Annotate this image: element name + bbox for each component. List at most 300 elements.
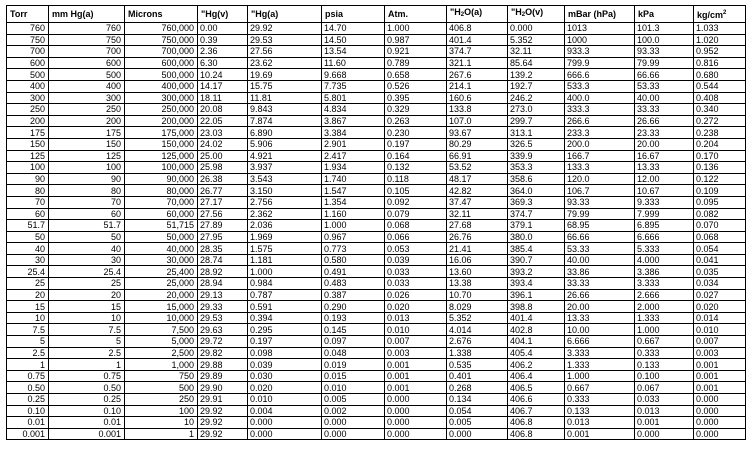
cell-torr: 500 (7, 69, 49, 81)
table-row (7, 405, 746, 417)
cell-microns: 750,000 (125, 34, 198, 46)
cell-kpa: 10.67 (635, 185, 694, 197)
cell-in-h2o-vac: 385.4 (508, 243, 565, 255)
cell-kpa: 23.33 (635, 127, 694, 139)
cell-mm-hg-abs: 30 (49, 254, 125, 266)
cell-psia: 1.934 (322, 162, 385, 174)
cell-psia: 11.60 (322, 57, 385, 69)
cell-torr: 750 (7, 34, 49, 46)
cell-in-h2o-abs: 8.029 (447, 301, 508, 313)
table-body (7, 23, 746, 440)
cell-mbar-hpa: 0.001 (565, 428, 635, 440)
cell-in-h2o-abs: 37.47 (447, 196, 508, 208)
cell-mm-hg-abs: 300 (49, 92, 125, 104)
cell-kg-cm2: 0.122 (694, 173, 746, 185)
cell-mbar-hpa: 79.99 (565, 208, 635, 220)
cell-in-h2o-vac: 390.7 (508, 254, 565, 266)
cell-psia: 0.005 (322, 394, 385, 406)
table-row (7, 173, 746, 185)
cell-in-h2o-vac: 326.5 (508, 138, 565, 150)
cell-kg-cm2: 0.082 (694, 208, 746, 220)
cell-in-h2o-abs: 0.000 (447, 428, 508, 440)
table-row (7, 46, 746, 58)
cell-in-hg-abs: 15.75 (248, 80, 322, 92)
cell-torr: 0.01 (7, 417, 49, 429)
cell-in-hg-abs: 27.56 (248, 46, 322, 58)
cell-in-h2o-vac: 364.0 (508, 185, 565, 197)
table-row (7, 382, 746, 394)
cell-mm-hg-abs: 750 (49, 34, 125, 46)
cell-mm-hg-abs: 100 (49, 162, 125, 174)
table-row (7, 394, 746, 406)
cell-microns: 500 (125, 382, 198, 394)
cell-in-hg-abs: 9.843 (248, 104, 322, 116)
cell-kpa: 0.333 (635, 347, 694, 359)
cell-microns: 2,500 (125, 347, 198, 359)
header-text: Torr (10, 8, 28, 19)
cell-in-hg-vac: 29.13 (198, 289, 248, 301)
cell-kpa: 0.013 (635, 405, 694, 417)
cell-kpa: 0.100 (635, 370, 694, 382)
header-text-suffix: O(a) (464, 7, 483, 17)
cell-mbar-hpa: 1013 (565, 23, 635, 35)
cell-microns: 25,400 (125, 266, 198, 278)
cell-kg-cm2: 0.109 (694, 185, 746, 197)
cell-in-hg-abs: 0.591 (248, 301, 322, 313)
cell-in-h2o-vac: 406.7 (508, 405, 565, 417)
cell-atm: 0.020 (385, 301, 447, 313)
cell-torr: 400 (7, 80, 49, 92)
cell-kpa: 53.33 (635, 80, 694, 92)
cell-in-hg-vac: 26.77 (198, 185, 248, 197)
cell-psia: 0.387 (322, 289, 385, 301)
cell-in-h2o-abs: 5.352 (447, 312, 508, 324)
table-row (7, 336, 746, 348)
table-row (7, 359, 746, 371)
cell-in-hg-abs: 0.197 (248, 336, 322, 348)
header-in-hg-vac (198, 6, 248, 23)
cell-torr: 25 (7, 278, 49, 290)
header-text: psia (325, 8, 344, 19)
cell-atm: 0.230 (385, 127, 447, 139)
cell-in-hg-vac: 27.56 (198, 208, 248, 220)
cell-in-h2o-vac: 406.8 (508, 428, 565, 440)
cell-mm-hg-abs: 5 (49, 336, 125, 348)
cell-in-hg-abs: 3.543 (248, 173, 322, 185)
cell-microns: 1,000 (125, 359, 198, 371)
cell-in-hg-vac: 28.92 (198, 266, 248, 278)
cell-in-h2o-vac: 5.352 (508, 34, 565, 46)
cell-psia: 1.000 (322, 220, 385, 232)
cell-kpa: 33.33 (635, 104, 694, 116)
cell-microns: 600,000 (125, 57, 198, 69)
cell-microns: 175,000 (125, 127, 198, 139)
cell-atm: 0.329 (385, 104, 447, 116)
cell-kpa: 12.00 (635, 173, 694, 185)
cell-psia: 0.048 (322, 347, 385, 359)
cell-kg-cm2: 0.170 (694, 150, 746, 162)
cell-in-h2o-abs: 80.29 (447, 138, 508, 150)
cell-kg-cm2: 0.544 (694, 80, 746, 92)
cell-mm-hg-abs: 10 (49, 312, 125, 324)
cell-kg-cm2: 0.041 (694, 254, 746, 266)
header-text: kPa (638, 8, 655, 19)
cell-in-hg-abs: 29.53 (248, 34, 322, 46)
cell-torr: 90 (7, 173, 49, 185)
cell-torr: 175 (7, 127, 49, 139)
cell-psia: 2.417 (322, 150, 385, 162)
cell-in-hg-vac: 10.24 (198, 69, 248, 81)
table-row (7, 243, 746, 255)
header-text: "Hg(a) (251, 8, 279, 19)
table-row (7, 278, 746, 290)
cell-in-h2o-vac: 393.4 (508, 278, 565, 290)
cell-kpa: 0.667 (635, 336, 694, 348)
cell-microns: 30,000 (125, 254, 198, 266)
cell-psia: 14.70 (322, 23, 385, 35)
cell-in-hg-abs: 11.81 (248, 92, 322, 104)
cell-in-h2o-abs: 107.0 (447, 115, 508, 127)
cell-in-h2o-vac: 393.2 (508, 266, 565, 278)
cell-torr: 600 (7, 57, 49, 69)
cell-mbar-hpa: 233.3 (565, 127, 635, 139)
cell-microns: 125,000 (125, 150, 198, 162)
header-text: Microns (128, 8, 163, 19)
cell-kpa: 101.3 (635, 23, 694, 35)
cell-kpa: 3.333 (635, 278, 694, 290)
cell-in-hg-vac: 18.11 (198, 92, 248, 104)
cell-psia: 0.483 (322, 278, 385, 290)
cell-torr: 20 (7, 289, 49, 301)
cell-in-hg-abs: 4.921 (248, 150, 322, 162)
cell-in-h2o-vac: 273.0 (508, 104, 565, 116)
cell-microns: 70,000 (125, 196, 198, 208)
cell-kpa: 13.33 (635, 162, 694, 174)
cell-in-h2o-abs: 321.1 (447, 57, 508, 69)
cell-in-hg-vac: 0.00 (198, 23, 248, 35)
cell-mm-hg-abs: 0.50 (49, 382, 125, 394)
cell-mbar-hpa: 106.7 (565, 185, 635, 197)
cell-psia: 0.000 (322, 428, 385, 440)
table-row (7, 69, 746, 81)
cell-in-h2o-abs: 133.8 (447, 104, 508, 116)
cell-in-hg-vac: 28.74 (198, 254, 248, 266)
cell-kpa: 1.333 (635, 312, 694, 324)
cell-microns: 750 (125, 370, 198, 382)
cell-microns: 500,000 (125, 69, 198, 81)
cell-psia: 13.54 (322, 46, 385, 58)
cell-mm-hg-abs: 200 (49, 115, 125, 127)
cell-torr: 15 (7, 301, 49, 313)
cell-microns: 25,000 (125, 278, 198, 290)
cell-kg-cm2: 0.010 (694, 324, 746, 336)
cell-torr: 30 (7, 254, 49, 266)
cell-in-hg-vac: 28.94 (198, 278, 248, 290)
cell-mm-hg-abs: 400 (49, 80, 125, 92)
cell-kg-cm2: 0.095 (694, 196, 746, 208)
cell-in-hg-abs: 0.394 (248, 312, 322, 324)
cell-atm: 0.013 (385, 312, 447, 324)
cell-kpa: 26.66 (635, 115, 694, 127)
cell-psia: 7.735 (322, 80, 385, 92)
table-row (7, 312, 746, 324)
cell-in-hg-vac: 29.33 (198, 301, 248, 313)
cell-in-hg-vac: 25.00 (198, 150, 248, 162)
cell-torr: 51.7 (7, 220, 49, 232)
cell-microns: 60,000 (125, 208, 198, 220)
cell-in-h2o-abs: 0.005 (447, 417, 508, 429)
table-row (7, 104, 746, 116)
cell-mbar-hpa: 10.00 (565, 324, 635, 336)
table-row (7, 417, 746, 429)
cell-torr: 0.50 (7, 382, 49, 394)
cell-in-hg-abs: 0.030 (248, 370, 322, 382)
cell-mbar-hpa: 0.133 (565, 405, 635, 417)
cell-in-h2o-abs: 13.38 (447, 278, 508, 290)
conversion-table-container (6, 5, 745, 440)
cell-torr: 50 (7, 231, 49, 243)
cell-mm-hg-abs: 40 (49, 243, 125, 255)
cell-torr: 150 (7, 138, 49, 150)
cell-microns: 80,000 (125, 185, 198, 197)
cell-kg-cm2: 0.034 (694, 278, 746, 290)
cell-torr: 200 (7, 115, 49, 127)
header-psia (322, 6, 385, 23)
cell-kpa: 0.001 (635, 417, 694, 429)
cell-in-hg-abs: 2.362 (248, 208, 322, 220)
cell-in-h2o-vac: 406.5 (508, 382, 565, 394)
cell-kpa: 4.000 (635, 254, 694, 266)
cell-atm: 0.658 (385, 69, 447, 81)
cell-atm: 0.789 (385, 57, 447, 69)
cell-in-hg-vac: 29.53 (198, 312, 248, 324)
cell-in-h2o-abs: 32.11 (447, 208, 508, 220)
cell-microns: 100 (125, 405, 198, 417)
cell-atm: 0.001 (385, 370, 447, 382)
table-row (7, 150, 746, 162)
cell-in-h2o-vac: 398.8 (508, 301, 565, 313)
cell-in-h2o-vac: 139.2 (508, 69, 565, 81)
cell-mbar-hpa: 40.00 (565, 254, 635, 266)
cell-in-hg-vac: 27.17 (198, 196, 248, 208)
cell-microns: 10 (125, 417, 198, 429)
cell-torr: 40 (7, 243, 49, 255)
cell-in-h2o-abs: 13.60 (447, 266, 508, 278)
cell-mm-hg-abs: 25.4 (49, 266, 125, 278)
cell-in-hg-abs: 0.010 (248, 394, 322, 406)
cell-atm: 0.105 (385, 185, 447, 197)
cell-in-h2o-vac: 406.2 (508, 359, 565, 371)
cell-atm: 1.000 (385, 23, 447, 35)
cell-in-h2o-vac: 0.000 (508, 23, 565, 35)
cell-kg-cm2: 0.007 (694, 336, 746, 348)
cell-in-hg-abs: 0.039 (248, 359, 322, 371)
cell-kpa: 7.999 (635, 208, 694, 220)
cell-mm-hg-abs: 60 (49, 208, 125, 220)
cell-microns: 10,000 (125, 312, 198, 324)
header-text: mBar (hPa) (568, 8, 617, 19)
cell-mm-hg-abs: 0.10 (49, 405, 125, 417)
cell-in-h2o-abs: 374.7 (447, 46, 508, 58)
cell-in-h2o-abs: 267.6 (447, 69, 508, 81)
cell-in-h2o-vac: 299.7 (508, 115, 565, 127)
cell-psia: 3.384 (322, 127, 385, 139)
header-text: mm Hg(a) (52, 8, 94, 19)
cell-in-hg-vac: 22.05 (198, 115, 248, 127)
cell-in-hg-vac: 25.98 (198, 162, 248, 174)
cell-psia: 1.740 (322, 173, 385, 185)
cell-torr: 70 (7, 196, 49, 208)
cell-in-h2o-abs: 401.4 (447, 34, 508, 46)
cell-kg-cm2: 0.027 (694, 289, 746, 301)
cell-in-h2o-abs: 93.67 (447, 127, 508, 139)
cell-kpa: 0.133 (635, 359, 694, 371)
cell-atm: 0.000 (385, 405, 447, 417)
cell-kg-cm2: 0.952 (694, 46, 746, 58)
cell-in-hg-vac: 29.82 (198, 347, 248, 359)
cell-mm-hg-abs: 600 (49, 57, 125, 69)
cell-mm-hg-abs: 80 (49, 185, 125, 197)
cell-mm-hg-abs: 7.5 (49, 324, 125, 336)
cell-atm: 0.118 (385, 173, 447, 185)
cell-in-h2o-vac: 192.7 (508, 80, 565, 92)
cell-microns: 100,000 (125, 162, 198, 174)
cell-in-hg-abs: 0.004 (248, 405, 322, 417)
table-row (7, 289, 746, 301)
cell-microns: 300,000 (125, 92, 198, 104)
cell-psia: 5.801 (322, 92, 385, 104)
cell-in-hg-abs: 7.874 (248, 115, 322, 127)
cell-psia: 0.193 (322, 312, 385, 324)
cell-psia: 0.290 (322, 301, 385, 313)
table-row (7, 138, 746, 150)
cell-in-h2o-abs: 406.8 (447, 23, 508, 35)
cell-mm-hg-abs: 0.25 (49, 394, 125, 406)
cell-kpa: 0.000 (635, 428, 694, 440)
cell-psia: 0.967 (322, 231, 385, 243)
cell-mm-hg-abs: 2.5 (49, 347, 125, 359)
cell-in-hg-abs: 0.984 (248, 278, 322, 290)
cell-psia: 9.668 (322, 69, 385, 81)
table-row (7, 23, 746, 35)
cell-atm: 0.164 (385, 150, 447, 162)
cell-in-h2o-vac: 379.1 (508, 220, 565, 232)
cell-psia: 0.002 (322, 405, 385, 417)
cell-in-hg-abs: 2.036 (248, 220, 322, 232)
cell-torr: 700 (7, 46, 49, 58)
cell-in-h2o-abs: 4.014 (447, 324, 508, 336)
cell-microns: 40,000 (125, 243, 198, 255)
table-row (7, 301, 746, 313)
cell-in-h2o-abs: 27.68 (447, 220, 508, 232)
cell-microns: 400,000 (125, 80, 198, 92)
cell-kg-cm2: 0.000 (694, 405, 746, 417)
cell-kg-cm2: 0.001 (694, 370, 746, 382)
cell-kg-cm2: 0.035 (694, 266, 746, 278)
cell-in-hg-vac: 27.95 (198, 231, 248, 243)
cell-psia: 0.010 (322, 382, 385, 394)
table-row (7, 428, 746, 440)
cell-kg-cm2: 0.340 (694, 104, 746, 116)
cell-kg-cm2: 0.136 (694, 162, 746, 174)
cell-in-h2o-abs: 53.52 (447, 162, 508, 174)
cell-mbar-hpa: 0.667 (565, 382, 635, 394)
cell-kpa: 2.000 (635, 301, 694, 313)
cell-in-hg-vac: 27.89 (198, 220, 248, 232)
cell-atm: 0.987 (385, 34, 447, 46)
cell-microns: 5,000 (125, 336, 198, 348)
cell-in-h2o-vac: 380.0 (508, 231, 565, 243)
cell-mbar-hpa: 26.66 (565, 289, 635, 301)
cell-mm-hg-abs: 250 (49, 104, 125, 116)
table-row (7, 347, 746, 359)
cell-mbar-hpa: 93.33 (565, 196, 635, 208)
cell-in-hg-vac: 29.92 (198, 405, 248, 417)
cell-mm-hg-abs: 50 (49, 231, 125, 243)
cell-kpa: 6.895 (635, 220, 694, 232)
cell-microns: 150,000 (125, 138, 198, 150)
cell-torr: 0.001 (7, 428, 49, 440)
cell-atm: 0.000 (385, 428, 447, 440)
cell-in-h2o-abs: 10.70 (447, 289, 508, 301)
cell-atm: 0.066 (385, 231, 447, 243)
cell-in-h2o-abs: 26.76 (447, 231, 508, 243)
cell-torr: 0.10 (7, 405, 49, 417)
cell-in-hg-abs: 0.020 (248, 382, 322, 394)
cell-psia: 2.901 (322, 138, 385, 150)
cell-torr: 760 (7, 23, 49, 35)
cell-atm: 0.000 (385, 394, 447, 406)
cell-psia: 0.019 (322, 359, 385, 371)
cell-kg-cm2: 1.033 (694, 23, 746, 35)
cell-kpa: 79.99 (635, 57, 694, 69)
cell-atm: 0.526 (385, 80, 447, 92)
cell-torr: 100 (7, 162, 49, 174)
cell-kpa: 93.33 (635, 46, 694, 58)
cell-in-h2o-vac: 369.3 (508, 196, 565, 208)
cell-in-h2o-abs: 214.1 (447, 80, 508, 92)
cell-psia: 1.354 (322, 196, 385, 208)
cell-in-hg-vac: 29.90 (198, 382, 248, 394)
cell-in-hg-vac: 24.02 (198, 138, 248, 150)
header-in-hg-abs (248, 6, 322, 23)
cell-kg-cm2: 0.001 (694, 382, 746, 394)
cell-in-hg-abs: 1.575 (248, 243, 322, 255)
cell-atm: 0.921 (385, 46, 447, 58)
table-row (7, 208, 746, 220)
cell-mbar-hpa: 53.33 (565, 243, 635, 255)
cell-microns: 51,715 (125, 220, 198, 232)
cell-microns: 7,500 (125, 324, 198, 336)
cell-mbar-hpa: 333.3 (565, 104, 635, 116)
cell-in-h2o-abs: 0.134 (447, 394, 508, 406)
cell-kg-cm2: 0.020 (694, 301, 746, 313)
cell-in-h2o-abs: 42.82 (447, 185, 508, 197)
cell-in-hg-abs: 0.787 (248, 289, 322, 301)
cell-mm-hg-abs: 700 (49, 46, 125, 58)
cell-psia: 0.097 (322, 336, 385, 348)
cell-atm: 0.001 (385, 359, 447, 371)
cell-in-h2o-vac: 85.64 (508, 57, 565, 69)
cell-in-hg-vac: 26.38 (198, 173, 248, 185)
table-row (7, 185, 746, 197)
header-mm-hg-abs (49, 6, 125, 23)
cell-mm-hg-abs: 25 (49, 278, 125, 290)
header-in-h2o-vac (508, 6, 565, 23)
cell-in-h2o-abs: 160.6 (447, 92, 508, 104)
cell-kg-cm2: 0.204 (694, 138, 746, 150)
cell-atm: 0.092 (385, 196, 447, 208)
